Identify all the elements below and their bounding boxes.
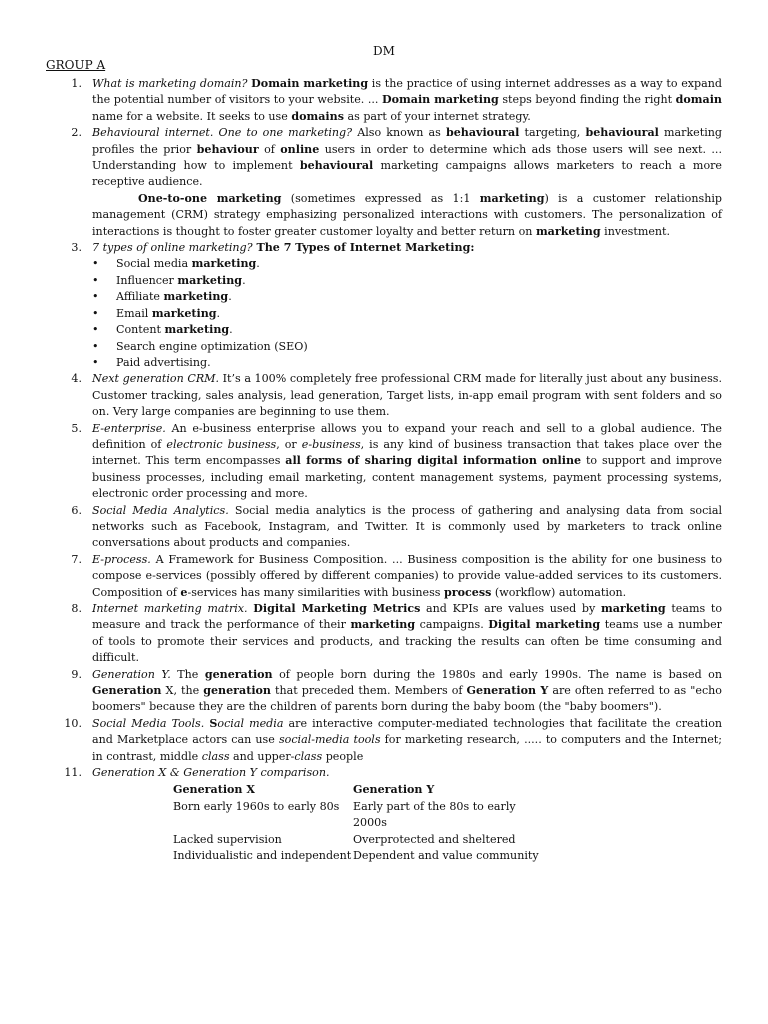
question-number: 1. (71, 77, 82, 90)
answer-bold: One-to-one marketing (138, 191, 282, 205)
question-text: Next generation CRM. (92, 372, 220, 386)
marketing-types-list (92, 256, 722, 371)
answer-bold: marketing (600, 602, 666, 615)
question-number: 6. (71, 503, 82, 517)
bullet-icon: • (92, 339, 99, 353)
list-item (92, 273, 722, 289)
question-number: 2. (71, 126, 82, 140)
bullet-icon: • (92, 257, 99, 271)
list-item-text: . (216, 306, 221, 320)
answer-bold: Digital marketing (488, 618, 601, 632)
table-row (173, 848, 543, 864)
list-item (92, 306, 722, 322)
answer-text: The (170, 667, 205, 681)
bullet-icon: • (92, 273, 99, 287)
bullet-icon: • (92, 306, 99, 320)
comparison-table (173, 782, 543, 864)
answer-text: name for a website. It seeks to use (92, 109, 292, 123)
list-item (92, 339, 722, 355)
answer-text: that preceded them. Members of (271, 684, 467, 698)
answer-bold: behaviour (196, 142, 259, 156)
answer-text: marketing profiles the prior (92, 126, 722, 156)
answer-bold: generation (203, 684, 271, 698)
answer-text: , or (276, 437, 302, 451)
bullet-icon: • (92, 323, 99, 337)
table-cell: Early part of the 80s to early 2000s (353, 799, 516, 830)
question-list (46, 76, 722, 865)
table-row (173, 832, 543, 848)
answer-italic: social-media tools (278, 733, 381, 747)
answer-paragraph-2 (92, 191, 722, 240)
question-text: 7 types of online marketing? (92, 241, 253, 255)
question-item-11 (46, 765, 722, 864)
question-item-8 (46, 601, 722, 667)
answer-text: It’s a 100% completely free professional CRM made for literally just about any business. Customer tracking, sales analysis, lead generation, Target lists, in-app email program with sent folders and so on. Very large companies are beginning to use them. (92, 372, 722, 419)
list-item-text: . (242, 273, 246, 287)
answer-italic: ocial media (217, 716, 284, 730)
question-text: E-process. (92, 552, 151, 566)
table-header-row (173, 782, 543, 798)
list-item-text: Search engine optimization (SEO) (116, 339, 308, 353)
answer-bold: Domain marketing (251, 77, 369, 90)
table-cell: Individualistic and independent (173, 849, 352, 863)
list-item-text: . (256, 257, 260, 271)
answer-text: people (322, 749, 364, 763)
answer-text: marketing campaigns allows marketers to reach a more receptive audience. (92, 159, 722, 189)
answer-bold: process (444, 585, 492, 599)
list-item (92, 256, 722, 272)
answer-text: users in order to determine which ads those users will see next. ... Understanding how to implement (92, 142, 722, 173)
answer-bold: domain (675, 93, 722, 107)
table-row (173, 799, 543, 832)
list-item-bold: marketing (177, 273, 243, 287)
answer-text: as part of your internet strategy. (343, 109, 531, 123)
list-item (92, 322, 722, 338)
answer-text: teams use a number of tools to promote their services and products, and tracking the results can often be time consuming and difficult. (92, 618, 722, 665)
question-number: 10. (64, 716, 82, 730)
answer-text: X, the (161, 684, 204, 698)
bullet-icon: • (92, 355, 99, 369)
answer-text: -services has many similarities with business (187, 585, 445, 599)
question-text: E-enterprise. (92, 421, 166, 435)
answer-text: of (258, 142, 281, 156)
question-number: 9. (71, 667, 82, 681)
list-item-text: Social media (116, 257, 192, 271)
answer-bold: Generation Y (466, 684, 549, 698)
question-item-9 (46, 667, 722, 716)
table-cell: Overprotected and sheltered (353, 832, 516, 846)
answer-text: Social media analytics is the process of gathering and analysing data from social networks such as Facebook, Instagram, and Twitter. It is commonly used by marketers to track online conversations about products and companies. (92, 503, 722, 550)
question-item-7 (46, 552, 722, 601)
table-cell: Born early 1960s to early 80s (173, 799, 340, 813)
list-item (92, 289, 722, 305)
question-text: Generation X & Generation Y comparison. (92, 766, 330, 780)
answer-bold: marketing (350, 618, 416, 632)
answer-text: and upper- (229, 749, 295, 763)
answer-text: are interactive computer-mediated technologies that facilitate the creation and Marketplace actors can use (92, 716, 723, 747)
table-cell: Dependent and value community (353, 849, 539, 863)
answer-bold: The 7 Types of Internet Marketing: (252, 241, 475, 255)
list-item-bold: marketing (151, 306, 217, 320)
list-item (92, 355, 722, 371)
answer-bold: Generation (92, 684, 162, 698)
bullet-icon: • (92, 290, 99, 304)
question-number: 7. (71, 552, 82, 566)
question-item-10 (46, 716, 722, 765)
answer-italic: e-business (301, 437, 361, 451)
question-number: 8. (71, 602, 82, 615)
answer-bold: Digital Marketing Metrics (253, 602, 421, 615)
answer-text: investment. (600, 224, 671, 238)
answer-text: (sometimes expressed as 1:1 (281, 191, 480, 205)
question-number: 5. (71, 421, 82, 435)
list-item-text: . (228, 290, 232, 304)
answer-text: ) is a customer relationship management (CRM) strategy emphasizing personalized interactions with customers. The personalization of interactions is thought to foster greater customer loyalty and better return on (92, 191, 722, 238)
answer-bold: marketing (535, 224, 601, 238)
answer-text: targeting, (519, 126, 586, 140)
answer-bold: Domain marketing (382, 93, 499, 107)
list-item-text: Paid advertising. (116, 355, 211, 369)
answer-bold: e (180, 585, 188, 599)
answer-italic: class (294, 749, 323, 763)
list-item-text: Influencer (116, 273, 178, 287)
document-title: DM (373, 44, 395, 58)
list-item-bold: marketing (164, 323, 230, 337)
answer-text: Also known as (352, 126, 446, 140)
question-text: What is marketing domain? (92, 77, 248, 90)
answer-text: is the practice of using internet addresses as a way to expand the potential number of visitors to your website. ... (92, 77, 722, 107)
question-item-1 (46, 76, 722, 125)
answer-text: A Framework for Business Composition. ... Business composition is the ability for one business to compose e-services (possibly offered by different companies) to provide value-added services to its customers. Composition of (92, 552, 722, 599)
table-cell: Lacked supervision (173, 832, 282, 846)
list-item-text: Affiliate (116, 290, 164, 304)
table-header: Generation X (173, 783, 255, 797)
answer-text: , is any kind of business transaction that takes place over the internet. This term encompasses (92, 437, 723, 468)
list-item-text: Email (116, 306, 152, 320)
question-text: Internet marketing matrix. (92, 602, 248, 615)
question-text: Behavioural internet. One to one marketing? (92, 126, 353, 140)
answer-bold: S (209, 716, 218, 730)
answer-bold: marketing (479, 191, 545, 205)
list-item-bold: marketing (191, 257, 257, 271)
answer-bold: online (280, 142, 320, 156)
question-number: 11. (64, 766, 82, 780)
question-item-6 (46, 503, 722, 552)
answer-text: and KPIs are values used by (420, 602, 601, 615)
answer-bold: domains (291, 109, 344, 123)
answer-text: steps beyond finding the right (498, 93, 676, 107)
answer-bold: behavioural (585, 126, 659, 140)
question-item-2 (46, 125, 722, 240)
question-text: Generation Y. (92, 667, 171, 681)
answer-text: teams to measure and track the performance of their (92, 602, 723, 632)
answer-italic: electronic business (166, 437, 277, 451)
list-item-bold: marketing (163, 290, 229, 304)
answer-text: An e-business enterprise allows you to expand your reach and sell to a global audience. The definition of (92, 421, 722, 451)
list-item-text: . (229, 323, 233, 337)
question-number: 3. (71, 241, 82, 255)
group-heading: GROUP A (46, 58, 106, 72)
answer-bold: behavioural (299, 159, 374, 173)
answer-bold: behavioural (445, 126, 520, 140)
answer-text: of people born during the 1980s and early 1990s. The name is based on (272, 667, 722, 681)
answer-text: campaigns. (415, 618, 489, 632)
question-text: Social Media Tools. (92, 716, 205, 730)
question-text: Social Media Analytics. (92, 503, 229, 517)
question-item-5 (46, 421, 722, 503)
question-item-3 (46, 240, 722, 371)
list-item-text: Content (116, 323, 165, 337)
answer-italic: class (201, 749, 230, 763)
answer-text: (workflow) automation. (491, 585, 627, 599)
question-number: 4. (71, 372, 82, 386)
table-header: Generation Y (353, 783, 435, 797)
answer-bold: generation (204, 667, 273, 681)
question-item-4 (46, 371, 722, 420)
question-list-container (46, 76, 722, 865)
answer-text: to support and improve business processes, including email marketing, content management systems, payment processing systems, electronic order processing and more. (92, 454, 722, 501)
answer-bold: all forms of sharing digital information online (285, 454, 582, 468)
answer-text: are often referred to as "echo boomers" because they are the children of parents born during the baby boom (the "baby boomers"). (92, 684, 722, 714)
answer-text: for marketing research, ..... to computers and the Internet; in contrast, middle (92, 733, 722, 763)
